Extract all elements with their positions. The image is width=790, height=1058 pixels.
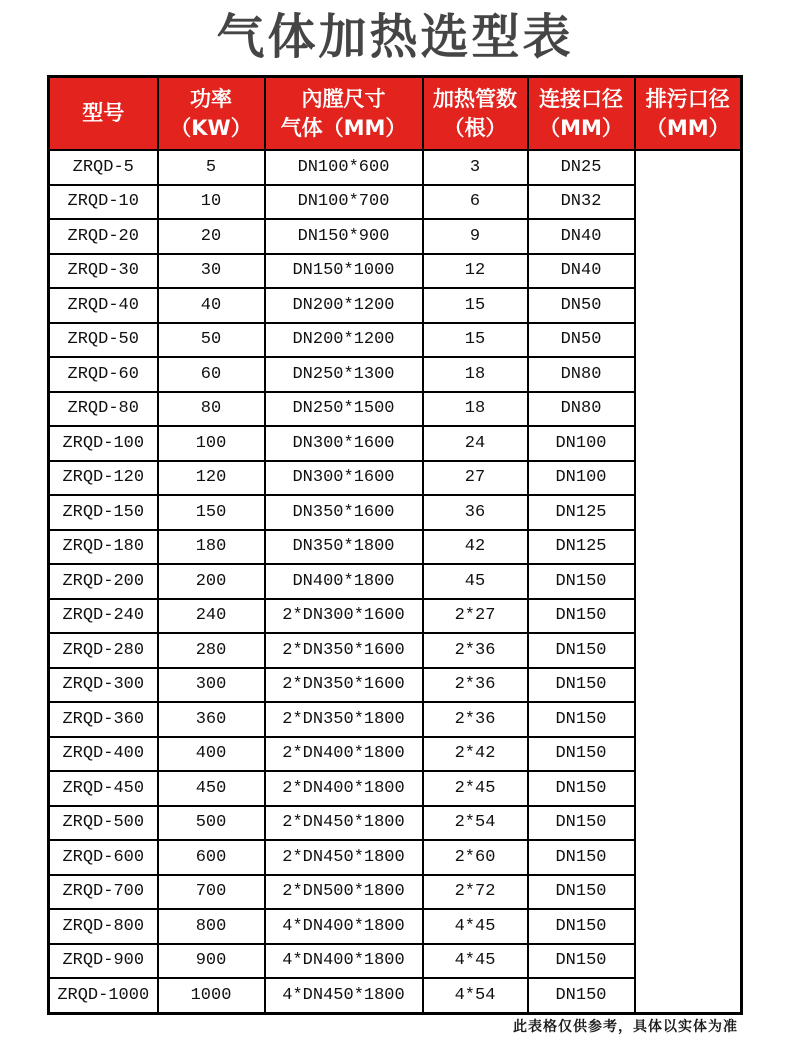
cell-connection-diameter: DN150 [528,564,635,599]
header-line: （MM） [645,115,730,140]
cell-power: 400 [158,737,265,772]
cell-chamber-size: DN300*1600 [265,461,423,496]
table-body [49,150,742,1013]
cell-model: ZRQD-80 [49,392,158,427]
cell-model: ZRQD-50 [49,323,158,358]
cell-chamber-size: 2*DN500*1800 [265,875,423,910]
cell-connection-diameter: DN40 [528,219,635,254]
table-row [49,150,742,185]
cell-model: ZRQD-360 [49,702,158,737]
cell-power: 1000 [158,978,265,1013]
header-chamber-size [265,77,423,151]
header-line: 內膛尺寸 [301,87,386,112]
cell-model: ZRQD-240 [49,599,158,634]
cell-connection-diameter: DN125 [528,495,635,530]
header-model [49,77,158,151]
header-line: 功率 [190,87,232,112]
table-header [49,77,742,151]
cell-model: ZRQD-180 [49,530,158,565]
cell-chamber-size: DN200*1200 [265,323,423,358]
cell-chamber-size: DN350*1600 [265,495,423,530]
header-line: （MM） [539,115,623,140]
header-line: 加热管数 [433,87,517,112]
cell-tube-count: 15 [423,323,528,358]
header-drain-diameter [635,77,742,151]
cell-chamber-size: 2*DN350*1600 [265,633,423,668]
cell-tube-count: 4*45 [423,944,528,979]
green-corner-marker-icon [635,151,636,164]
cell-power: 800 [158,909,265,944]
cell-connection-diameter: DN150 [528,875,635,910]
cell-connection-diameter: DN150 [528,840,635,875]
header-connection-diameter [528,77,635,151]
cell-power: 500 [158,806,265,841]
cell-connection-diameter: DN50 [528,323,635,358]
cell-tube-count: 36 [423,495,528,530]
cell-connection-diameter: DN150 [528,771,635,806]
cell-power: 10 [158,185,265,220]
cell-model: ZRQD-450 [49,771,158,806]
cell-connection-diameter: DN150 [528,944,635,979]
cell-chamber-size: 2*DN350*1600 [265,668,423,703]
cell-tube-count: 6 [423,185,528,220]
cell-connection-diameter: DN80 [528,392,635,427]
cell-power: 360 [158,702,265,737]
cell-model: ZRQD-100 [49,426,158,461]
header-power [158,77,265,151]
cell-chamber-size: 2*DN400*1800 [265,771,423,806]
cell-connection-diameter: DN150 [528,978,635,1013]
cell-tube-count: 2*60 [423,840,528,875]
cell-chamber-size: DN200*1200 [265,288,423,323]
cell-power: 30 [158,254,265,289]
cell-connection-diameter: DN150 [528,702,635,737]
cell-model: ZRQD-800 [49,909,158,944]
cell-model: ZRQD-40 [49,288,158,323]
cell-connection-diameter: DN125 [528,530,635,565]
cell-tube-count: 2*36 [423,702,528,737]
cell-tube-count: 9 [423,219,528,254]
cell-model: ZRQD-30 [49,254,158,289]
header-row [49,77,742,151]
cell-connection-diameter: DN150 [528,737,635,772]
cell-chamber-size: 2*DN400*1800 [265,737,423,772]
cell-chamber-size: DN350*1800 [265,530,423,565]
cell-chamber-size: 2*DN300*1600 [265,599,423,634]
cell-chamber-size: 2*DN450*1800 [265,806,423,841]
cell-power: 120 [158,461,265,496]
header-line: （根） [443,115,507,140]
cell-connection-diameter: DN150 [528,633,635,668]
cell-power: 280 [158,633,265,668]
cell-tube-count: 3 [423,150,528,185]
cell-tube-count: 27 [423,461,528,496]
cell-tube-count: 42 [423,530,528,565]
cell-model: ZRQD-300 [49,668,158,703]
cell-model: ZRQD-150 [49,495,158,530]
cell-power: 60 [158,357,265,392]
cell-model: ZRQD-20 [49,219,158,254]
cell-power: 200 [158,564,265,599]
cell-model: ZRQD-5 [49,150,158,185]
cell-power: 50 [158,323,265,358]
cell-connection-diameter: DN32 [528,185,635,220]
cell-tube-count: 2*72 [423,875,528,910]
header-line: 气体（MM） [280,115,407,140]
cell-model: ZRQD-600 [49,840,158,875]
cell-connection-diameter: DN50 [528,288,635,323]
cell-model: ZRQD-200 [49,564,158,599]
cell-tube-count: 18 [423,357,528,392]
cell-tube-count: 2*36 [423,668,528,703]
cell-power: 900 [158,944,265,979]
gas-heating-selection-table [47,75,743,1015]
cell-model: ZRQD-1000 [49,978,158,1013]
cell-connection-diameter: DN150 [528,909,635,944]
cell-connection-diameter: DN40 [528,254,635,289]
cell-model: ZRQD-500 [49,806,158,841]
cell-model: ZRQD-700 [49,875,158,910]
cell-power: 600 [158,840,265,875]
cell-connection-diameter: DN150 [528,599,635,634]
cell-tube-count: 2*42 [423,737,528,772]
cell-model: ZRQD-900 [49,944,158,979]
cell-chamber-size: 4*DN400*1800 [265,944,423,979]
cell-chamber-size: DN400*1800 [265,564,423,599]
cell-power: 80 [158,392,265,427]
cell-connection-diameter: DN150 [528,668,635,703]
cell-model: ZRQD-10 [49,185,158,220]
cell-tube-count: 2*54 [423,806,528,841]
cell-connection-diameter: DN80 [528,357,635,392]
cell-tube-count: 2*36 [423,633,528,668]
cell-tube-count: 12 [423,254,528,289]
cell-model: ZRQD-280 [49,633,158,668]
cell-chamber-size: DN100*600 [265,150,423,185]
cell-chamber-size: DN250*1300 [265,357,423,392]
cell-chamber-size: DN150*900 [265,219,423,254]
cell-tube-count: 2*45 [423,771,528,806]
header-line: 连接口径 [539,87,623,112]
cell-model: ZRQD-120 [49,461,158,496]
header-tube-count [423,77,528,151]
cell-chamber-size: 4*DN400*1800 [265,909,423,944]
cell-chamber-size: 2*DN450*1800 [265,840,423,875]
footnote: 此表格仅供参考，具体以实体为准 [513,1019,738,1035]
header-line: 型号 [82,101,125,126]
header-line: （KW） [170,115,252,140]
cell-chamber-size: DN250*1500 [265,392,423,427]
cell-tube-count: 15 [423,288,528,323]
cell-tube-count: 2*27 [423,599,528,634]
cell-model: ZRQD-60 [49,357,158,392]
cell-power: 100 [158,426,265,461]
page-title: 气体加热选型表 [216,9,574,65]
cell-tube-count: 45 [423,564,528,599]
header-line: 排污口径 [645,87,730,112]
cell-chamber-size: 2*DN350*1800 [265,702,423,737]
cell-power: 180 [158,530,265,565]
cell-connection-diameter: DN150 [528,806,635,841]
cell-connection-diameter: DN25 [528,150,635,185]
cell-power: 40 [158,288,265,323]
cell-power: 300 [158,668,265,703]
cell-power: 150 [158,495,265,530]
cell-connection-diameter: DN100 [528,461,635,496]
cell-chamber-size: 4*DN450*1800 [265,978,423,1013]
cell-chamber-size: DN100*700 [265,185,423,220]
cell-tube-count: 4*54 [423,978,528,1013]
cell-power: 700 [158,875,265,910]
cell-power: 450 [158,771,265,806]
cell-power: 20 [158,219,265,254]
drain-column-merged-cell [635,150,742,1013]
cell-power: 240 [158,599,265,634]
cell-model: ZRQD-400 [49,737,158,772]
cell-tube-count: 4*45 [423,909,528,944]
cell-connection-diameter: DN100 [528,426,635,461]
cell-power: 5 [158,150,265,185]
cell-tube-count: 18 [423,392,528,427]
cell-tube-count: 24 [423,426,528,461]
cell-chamber-size: DN150*1000 [265,254,423,289]
cell-chamber-size: DN300*1600 [265,426,423,461]
